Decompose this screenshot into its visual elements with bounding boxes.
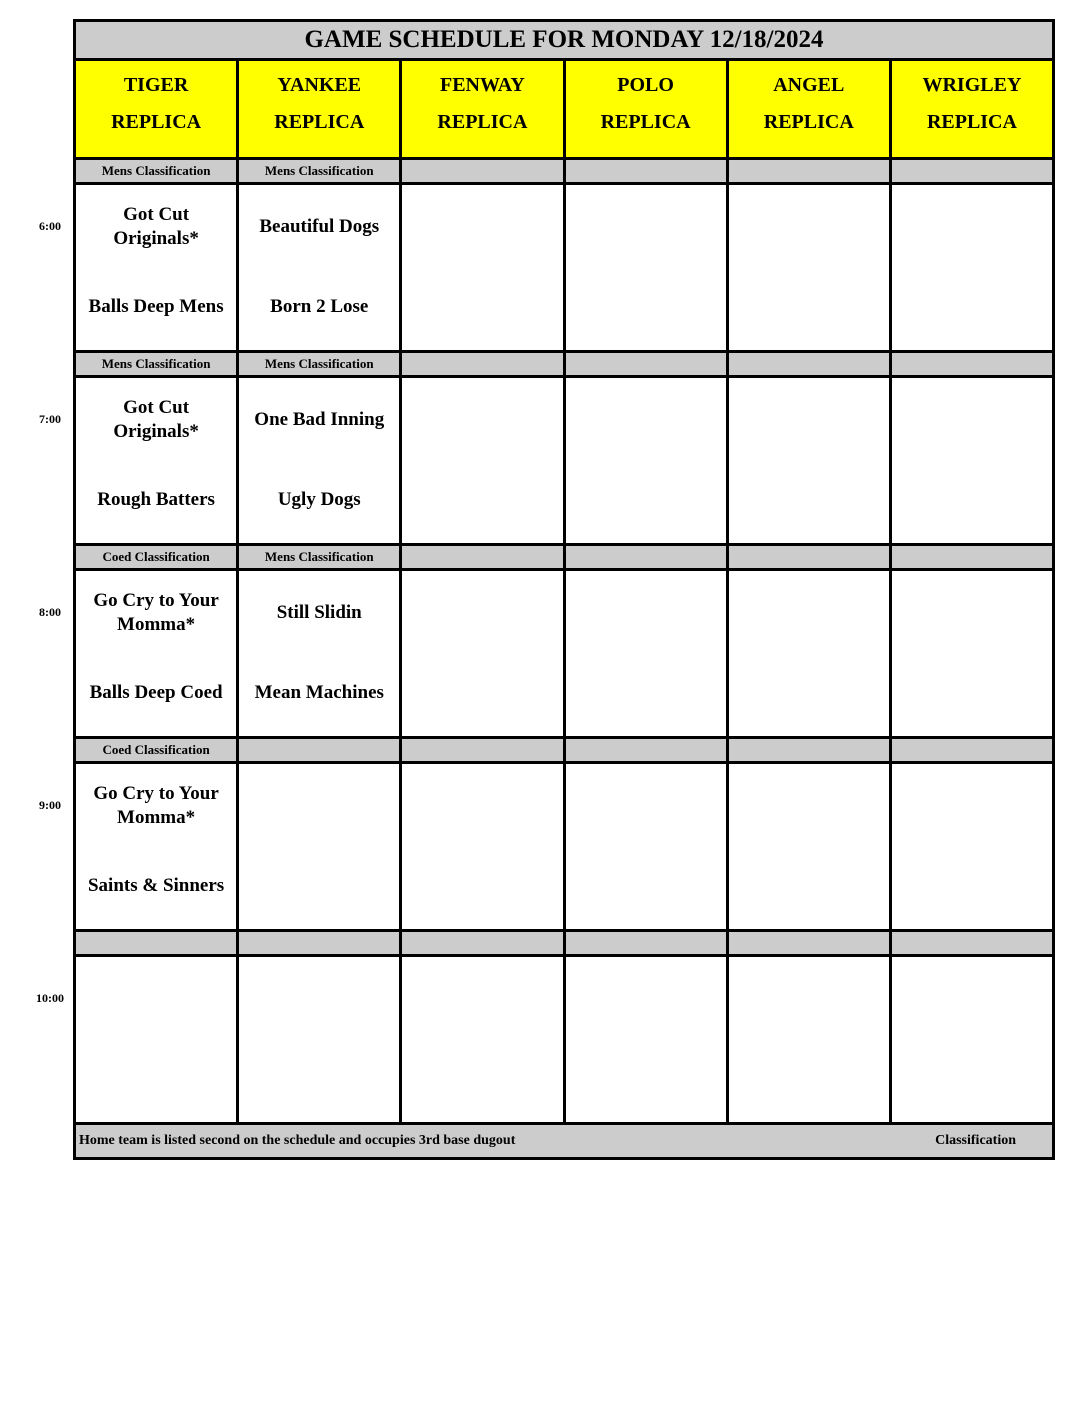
game-row: [76, 378, 1052, 546]
field-header-row: [76, 61, 1052, 160]
game-cell-yankee: [239, 764, 402, 929]
time-label: 10:00: [36, 991, 64, 1005]
game-cell-polo: [566, 764, 729, 929]
away-team: [402, 571, 562, 655]
field-header-polo: [566, 61, 729, 157]
game-cell-fenway: [402, 571, 565, 736]
game-cell-wrigley: [892, 378, 1052, 543]
classification-cell-angel: [729, 160, 892, 182]
game-cell-tiger: [76, 957, 239, 1122]
away-team: Got Cut Originals*: [113, 204, 199, 249]
field-header-tiger: [76, 61, 239, 157]
away-team: Still Slidin: [276, 602, 362, 623]
game-cell-polo: [566, 185, 729, 350]
game-cell-fenway: [402, 378, 565, 543]
classification-cell-tiger: Mens Classification: [76, 160, 239, 182]
field-header-fenway: [402, 61, 565, 157]
away-team: Beautiful Dogs: [259, 216, 380, 237]
classification-cell-angel: [729, 932, 892, 954]
time-label: 6:00: [39, 219, 61, 233]
game-cell-fenway: [402, 764, 565, 929]
classification-row: [76, 160, 1052, 185]
classification-row: [76, 546, 1052, 571]
game-row: [76, 957, 1052, 1125]
game-cell-tiger: [76, 378, 239, 543]
field-subtitle: REPLICA: [111, 111, 202, 133]
classification-cell-polo: [566, 932, 729, 954]
away-team: [402, 957, 562, 1041]
classification-cell-angel: [729, 353, 892, 375]
field-name: YANKEE: [277, 74, 362, 96]
field-name: ANGEL: [773, 74, 845, 96]
away-team: Got Cut Originals*: [113, 397, 199, 442]
away-team: [566, 571, 726, 655]
game-cell-polo: [566, 957, 729, 1122]
away-team: Go Cry to Your Momma*: [93, 590, 219, 635]
time-label: 7:00: [39, 412, 61, 426]
home-team: Born 2 Lose: [270, 296, 369, 317]
game-cell-yankee: [239, 957, 402, 1122]
classification-row: [76, 739, 1052, 764]
classification-cell-yankee: Mens Classification: [239, 160, 402, 182]
away-team: [76, 957, 236, 1041]
away-team: [729, 378, 889, 462]
away-team: [729, 571, 889, 655]
classification-cell-polo: [566, 546, 729, 568]
classification-cell-wrigley: [892, 932, 1052, 954]
game-cell-polo: [566, 571, 729, 736]
classification-cell-fenway: [402, 353, 565, 375]
away-team: [566, 185, 726, 269]
classification-cell-yankee: Mens Classification: [239, 353, 402, 375]
away-team: [402, 185, 562, 269]
game-cell-angel: [729, 378, 892, 543]
away-team: [892, 571, 1052, 655]
footer-bar: [76, 1125, 1052, 1157]
game-cell-angel: [729, 957, 892, 1122]
classification-cell-wrigley: [892, 546, 1052, 568]
classification-cell-tiger: [76, 932, 239, 954]
field-subtitle: REPLICA: [926, 111, 1017, 133]
game-cell-yankee: [239, 378, 402, 543]
classification-cell-fenway: [402, 160, 565, 182]
game-cell-tiger: [76, 764, 239, 929]
classification-cell-angel: [729, 739, 892, 761]
away-team: [566, 957, 726, 1041]
away-team: [566, 378, 726, 462]
game-cell-wrigley: [892, 571, 1052, 736]
field-subtitle: REPLICA: [274, 111, 365, 133]
game-row: [76, 764, 1052, 932]
away-team: [892, 378, 1052, 462]
away-team: [729, 764, 889, 848]
classification-row: [76, 932, 1052, 957]
game-cell-angel: [729, 571, 892, 736]
classification-cell-polo: [566, 739, 729, 761]
classification-cell-polo: [566, 160, 729, 182]
classification-cell-yankee: Mens Classification: [239, 546, 402, 568]
classification-cell-fenway: [402, 739, 565, 761]
field-header-yankee: [239, 61, 402, 157]
classification-cell-tiger: Mens Classification: [76, 353, 239, 375]
field-subtitle: REPLICA: [600, 111, 691, 133]
home-team: Balls Deep Coed: [89, 682, 223, 703]
home-team: Rough Batters: [97, 489, 215, 510]
footer-note: Home team is listed second on the schedule and occupies 3rd base dugout: [79, 1133, 516, 1148]
away-team: [892, 185, 1052, 269]
game-cell-angel: [729, 764, 892, 929]
game-cell-tiger: [76, 571, 239, 736]
schedule-table: [73, 19, 1055, 1160]
away-team: Go Cry to Your Momma*: [93, 783, 219, 828]
home-team: Saints & Sinners: [87, 875, 225, 896]
field-name: TIGER: [123, 74, 189, 96]
game-row: [76, 185, 1052, 353]
field-name: FENWAY: [440, 74, 525, 96]
classification-cell-yankee: [239, 739, 402, 761]
schedule-title: GAME SCHEDULE FOR MONDAY 12/18/2024: [76, 22, 1052, 61]
field-name: WRIGLEY: [922, 74, 1022, 96]
classification-cell-fenway: [402, 546, 565, 568]
field-header-angel: [729, 61, 892, 157]
time-slots: [76, 160, 1052, 1125]
game-cell-fenway: [402, 957, 565, 1122]
field-subtitle: REPLICA: [437, 111, 528, 133]
time-label: 9:00: [39, 798, 61, 812]
home-team: Balls Deep Mens: [88, 296, 224, 317]
home-team: Mean Machines: [254, 682, 384, 703]
home-team: Ugly Dogs: [277, 489, 361, 510]
game-cell-wrigley: [892, 185, 1052, 350]
classification-cell-wrigley: [892, 353, 1052, 375]
time-label: 8:00: [39, 605, 61, 619]
field-header-wrigley: [892, 61, 1052, 157]
game-cell-yankee: [239, 185, 402, 350]
away-team: [239, 764, 399, 848]
classification-cell-angel: [729, 546, 892, 568]
game-cell-tiger: [76, 185, 239, 350]
game-cell-fenway: [402, 185, 565, 350]
classification-cell-fenway: [402, 932, 565, 954]
game-cell-wrigley: [892, 764, 1052, 929]
game-row: [76, 571, 1052, 739]
classification-cell-tiger: Coed Classification: [76, 546, 239, 568]
classification-cell-tiger: Coed Classification: [76, 739, 239, 761]
away-team: [402, 764, 562, 848]
away-team: [402, 378, 562, 462]
game-cell-polo: [566, 378, 729, 543]
away-team: [566, 764, 726, 848]
classification-cell-wrigley: [892, 739, 1052, 761]
classification-cell-yankee: [239, 932, 402, 954]
away-team: [892, 764, 1052, 848]
game-cell-yankee: [239, 571, 402, 736]
classification-cell-wrigley: [892, 160, 1052, 182]
game-cell-angel: [729, 185, 892, 350]
classification-row: [76, 353, 1052, 378]
classification-cell-polo: [566, 353, 729, 375]
away-team: [892, 957, 1052, 1041]
away-team: One Bad Inning: [254, 409, 385, 430]
field-name: POLO: [617, 74, 674, 96]
away-team: [239, 957, 399, 1041]
away-team: [729, 185, 889, 269]
footer-legend: Classification: [935, 1133, 1016, 1148]
away-team: [729, 957, 889, 1041]
field-subtitle: REPLICA: [763, 111, 854, 133]
game-cell-wrigley: [892, 957, 1052, 1122]
